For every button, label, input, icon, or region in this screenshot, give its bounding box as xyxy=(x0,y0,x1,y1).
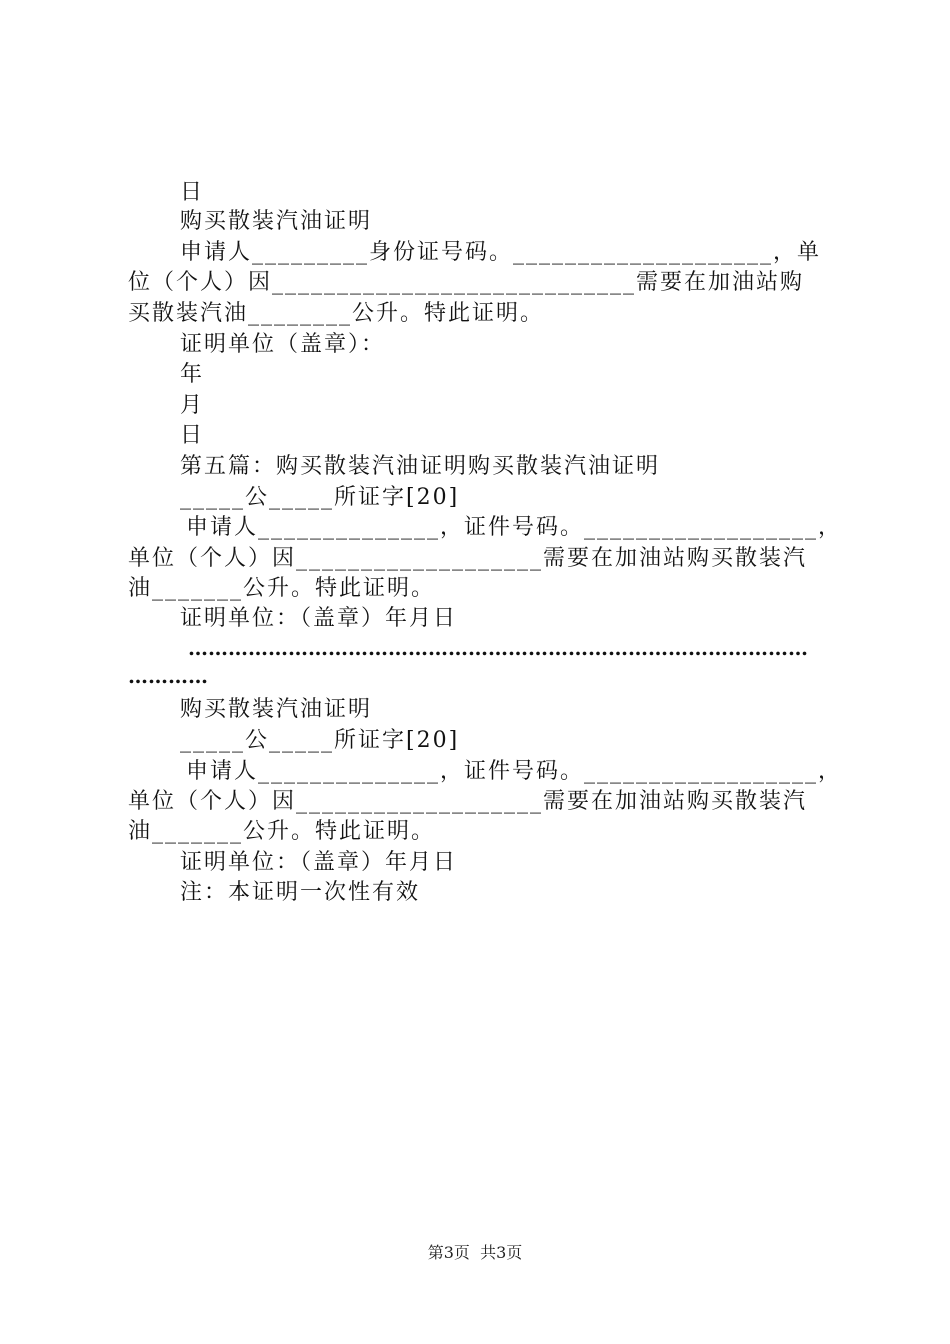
page-number: 第3页 共3页 xyxy=(427,1243,523,1262)
quantity-line: 买散装汽油________公升。特此证明。 xyxy=(128,301,545,326)
applicant-line-2: 申请人______________，证件号码。__________________， xyxy=(186,515,843,540)
reference-number-line: _____公_____所证字[20] xyxy=(180,485,460,510)
quantity-line-3: 油_______公升。特此证明。 xyxy=(128,819,436,844)
cut-line-dots-cont: ………… xyxy=(128,664,208,688)
issuer-seal-line: 证明单位（盖章）： xyxy=(180,332,386,357)
validity-note: 注：本证明一次性有效 xyxy=(180,880,421,905)
cut-line-dots: ………………………………………………………………………………… xyxy=(188,636,808,660)
quantity-line-2: 油_______公升。特此证明。 xyxy=(128,576,436,601)
reference-number-line-2: _____公_____所证字[20] xyxy=(180,728,460,753)
reason-line: 位（个人）因____________________________需要在加油站购 xyxy=(128,270,805,295)
certificate-title: 购买散装汽油证明 xyxy=(180,209,373,234)
applicant-line: 申请人_________身份证号码。____________________，单 xyxy=(180,240,822,265)
section-five-heading: 第五篇：购买散装汽油证明购买散装汽油证明 xyxy=(180,454,661,479)
date-year-line: 年 xyxy=(180,362,205,387)
certificate-title-2: 购买散装汽油证明 xyxy=(180,697,373,722)
issuer-line-3: 证明单位：（盖章）年月日 xyxy=(180,850,458,875)
date-month-line: 月 xyxy=(180,393,205,418)
date-day-line: 日 xyxy=(180,180,205,205)
issuer-line-2: 证明单位：（盖章）年月日 xyxy=(180,606,458,631)
date-day-line-2: 日 xyxy=(180,423,205,448)
applicant-line-3: 申请人______________，证件号码。__________________， xyxy=(186,759,843,784)
reason-line-3: 单位（个人）因___________________需要在加油站购买散装汽 xyxy=(128,789,808,814)
reason-line-2: 单位（个人）因___________________需要在加油站购买散装汽 xyxy=(128,546,808,571)
